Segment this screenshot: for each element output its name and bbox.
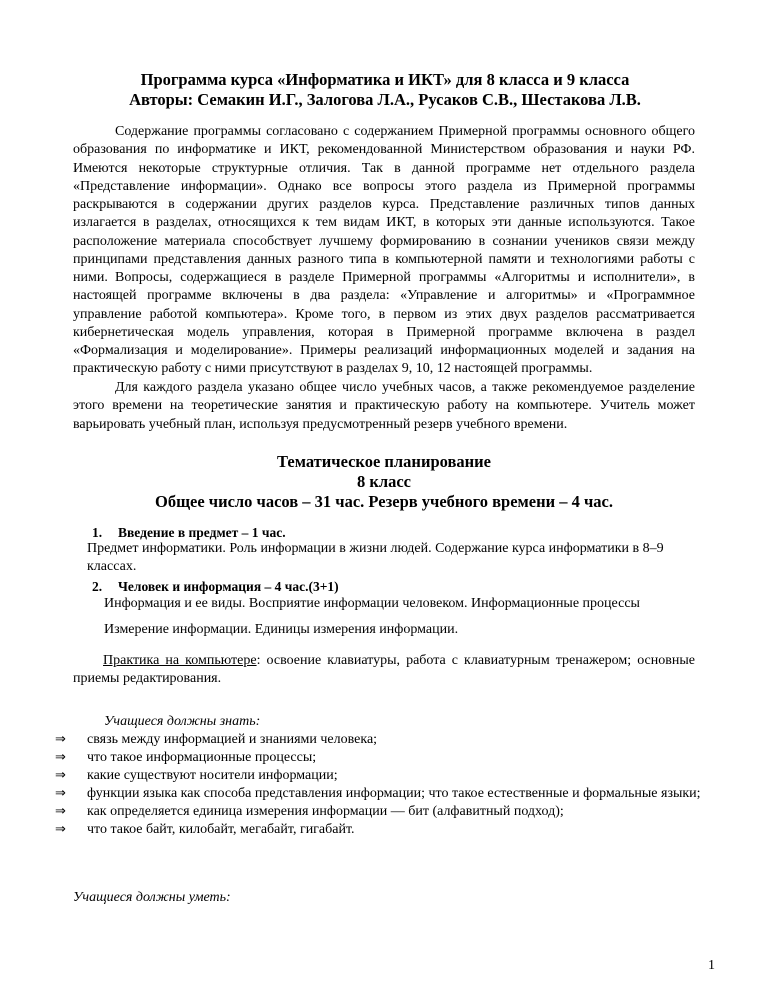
section-2-text-2: Измерение информации. Единицы измерения информации.: [104, 622, 459, 637]
section-2-text-1: Информация и ее виды. Восприятие информации человеком. Информационные процессы: [104, 596, 640, 611]
list-item: [55, 731, 705, 749]
list-item: [55, 803, 705, 821]
must-do-heading: Учащиеся должны уметь:: [73, 890, 231, 905]
title-line-1: Программа курса «Информатика и ИКТ» для 8 класса и 9 класса: [140, 70, 630, 89]
list-item-text: связь между информацией и знаниями человека;: [87, 732, 378, 747]
section-1-title: Введение в предмет – 1 час.: [118, 525, 286, 540]
list-item: [55, 785, 705, 803]
planning-grade: 8 класс: [356, 472, 412, 491]
section-2-title: Человек и информация – 4 час.(3+1): [118, 579, 339, 594]
section-2-number: 2.: [92, 579, 103, 594]
section-1-heading: [92, 524, 286, 541]
practice-paragraph: [73, 652, 695, 688]
arrow-icon: ⇒: [55, 822, 66, 837]
page-number: 1: [708, 958, 715, 973]
must-know-list: [55, 731, 705, 839]
list-item-text: как определяется единица измерения информации — бит (алфавитный подход);: [87, 804, 564, 819]
must-know-heading: Учащиеся должны знать:: [104, 714, 261, 729]
section-2-heading: [92, 578, 339, 595]
arrow-icon: ⇒: [55, 750, 66, 765]
practice-label: Практика на компьютере: [103, 653, 257, 668]
list-item: [55, 821, 705, 839]
arrow-icon: ⇒: [55, 804, 66, 819]
intro-paragraph-3: Для каждого раздела указано общее число учебных часов, а также рекомендуемое разделение этого времени на теоретические занятия и практическую работу на компьютере. Учитель может варьировать учебный план, используя предусмотренный резерв учебного времени.: [73, 380, 695, 432]
document-title: [80, 70, 690, 110]
planning-heading: Тематическое планирование: [277, 452, 491, 471]
list-item-text: функции языка как способа представления информации; что такое естественные и формальные языки;: [87, 786, 701, 801]
section-1-text: Предмет информатики. Роль информации в жизни людей. Содержание курса информатики в 8–9 классах.: [87, 541, 664, 574]
arrow-icon: ⇒: [55, 732, 66, 747]
arrow-icon: ⇒: [55, 768, 66, 783]
list-item: [55, 767, 705, 785]
planning-hours: Общее число часов – 31 час. Резерв учебного времени – 4 час.: [155, 492, 613, 511]
intro-paragraph-2: Вопросы, содержащиеся в разделе Примерной программы «Алгоритмы и исполнители», в настоящей программе включены в два раздела: «Управление и алгоритмы» и «Программное управление работой компьютера». Кроме того, в первом из этих двух разделов рассматривается кибернетическая модель управления, которая в Примерной программе включена в раздел «Формализация и моделирование». Примеры реализаций информационных моделей и задания на практическую работу с ними присутствуют в разделах 9, 10, 12 настоящей программы.: [73, 270, 695, 377]
title-authors: Авторы: Семакин И.Г., Залогова Л.А., Русаков С.В., Шестакова Л.В.: [129, 90, 641, 109]
practice-text: : освоение клавиатуры, работа с клавиатурным тренажером; основные приемы редактирования.: [73, 653, 695, 686]
list-item-text: что такое байт, килобайт, мегабайт, гигабайт.: [87, 822, 355, 837]
list-item-text: какие существуют носители информации;: [87, 768, 338, 783]
section-1-number: 1.: [92, 525, 103, 540]
intro-paragraph-1: Содержание программы согласовано с содержанием Примерной программы основного общего образования по информатике и ИКТ, рекомендованной Министерством образования и науки РФ. Имеются некоторые структурные отличия. Так в данной программе нет отдельного раздела «Представление информации». Однако все вопросы этого раздела из Примерной программы раскрываются в содержании других разделов курса. Представление различных типов данных излагается в разделах, относящихся к тем видам ИКТ, в которых эти данные используются. Такое расположение материала способствует лучшему формированию в сознании учеников связи между принципами представления данных разного типа в компьютерной памяти и технологиями работы с ними.: [73, 124, 695, 286]
list-item: [55, 749, 705, 767]
arrow-icon: ⇒: [55, 786, 66, 801]
list-item-text: что такое информационные процессы;: [87, 750, 317, 765]
